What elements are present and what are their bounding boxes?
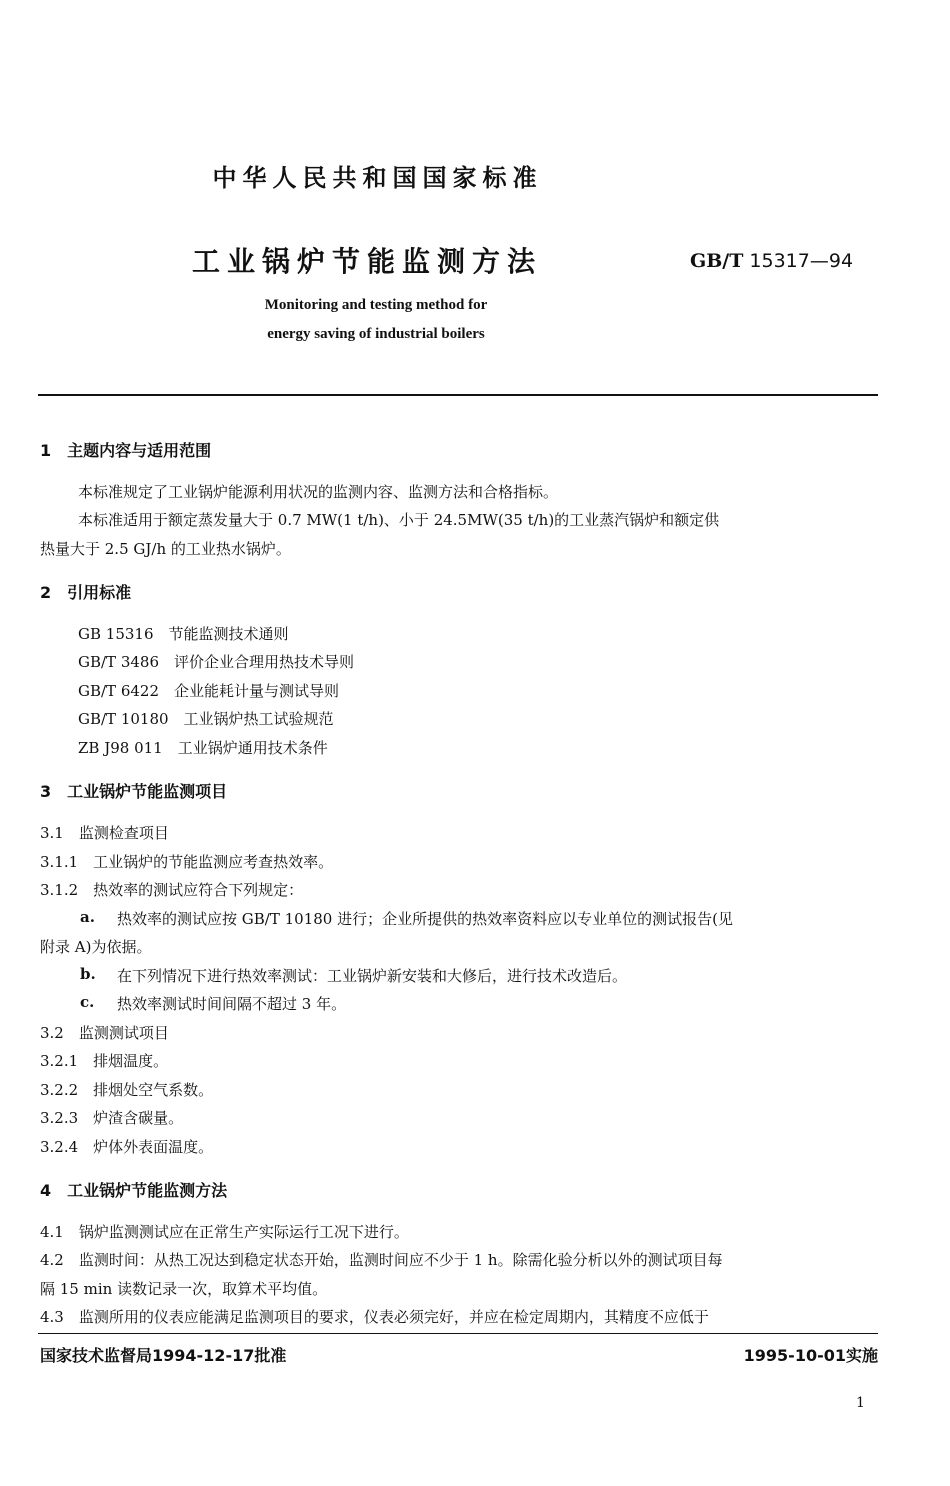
clause-3-2-3: 3.2.3 炉渣含碳量。 [40,1109,184,1127]
item-c-text: 热效率测试时间间隔不超过 3 年。 [117,995,347,1013]
section-1-para-2-line-2: 热量大于 2.5 GJ/h 的工业热水锅炉。 [40,540,291,558]
clause-3-1: 3.1 监测检查项目 [40,824,169,842]
national-standard-label: 中华人民共和国国家标准 [212,164,543,192]
english-title-line-1: Monitoring and testing method for [264,297,488,313]
item-a-line-1: 热效率的测试应按 GB/T 10180 进行；企业所提供的热效率资料应以专业单位的测试报告(见 [117,910,733,928]
section-1-heading: 1 主题内容与适用范围 [40,441,212,460]
item-a-line-2: 附录 A)为依据。 [40,938,152,956]
section-1-para-1: 本标准规定了工业锅炉能源利用状况的监测内容、监测方法和合格指标。 [78,483,559,501]
reference-item: GB/T 10180 工业锅炉热工试验规范 [78,710,334,728]
clause-4-2-line-2: 隔 15 min 读数记录一次，取算术平均值。 [40,1280,328,1298]
section-4-heading: 4 工业锅炉节能监测方法 [40,1181,228,1200]
reference-item: ZB J98 011 工业锅炉通用技术条件 [78,739,328,757]
page-number: 1 [856,1395,865,1411]
section-3-heading: 3 工业锅炉节能监测项目 [40,782,228,801]
clause-3-2-4: 3.2.4 炉体外表面温度。 [40,1138,214,1156]
clause-3-2: 3.2 监测测试项目 [40,1024,169,1042]
item-b-text: 在下列情况下进行热效率测试：工业锅炉新安装和大修后，进行技术改造后。 [117,967,628,985]
reference-item: GB 15316 节能监测技术通则 [78,625,289,643]
approval-date: 国家技术监督局1994-12-17批准 [40,1346,287,1365]
footer-divider [38,1333,878,1334]
standard-code [690,250,853,272]
clause-3-2-1: 3.2.1 排烟温度。 [40,1052,169,1070]
section-1-para-2-line-1: 本标准适用于额定蒸发量大于 0.7 MW(1 t/h)、小于 24.5MW(35 t/h)的工业蒸汽锅炉和额定供 [78,511,720,529]
clause-3-1-2: 3.1.2 热效率的测试应符合下列规定： [40,881,304,899]
reference-item: GB/T 3486 评价企业合理用热技术导则 [78,653,355,671]
section-2-heading: 2 引用标准 [40,583,132,602]
clause-3-1-1: 3.1.1 工业锅炉的节能监测应考查热效率。 [40,853,334,871]
clause-4-3: 4.3 监测所用的仪表应能满足监测项目的要求，仪表必须完好，并应在检定周期内，其精度不应低于 [40,1308,709,1326]
document-title: 工业锅炉节能监测方法 [192,245,543,278]
standard-code-prefix: GB/T [690,250,744,272]
implementation-date: 1995-10-01实施 [743,1346,878,1365]
english-title-line-2: energy saving of industrial boilers [267,326,485,342]
standard-code-number: 15317—94 [749,250,854,272]
item-b-label: b. [80,965,96,983]
clause-4-1: 4.1 锅炉监测测试应在正常生产实际运行工况下进行。 [40,1223,409,1241]
item-c-label: c. [80,993,95,1011]
clause-4-2-line-1: 4.2 监测时间：从热工况达到稳定状态开始，监测时间应不少于 1 h。除需化验分析以外的测试项目每 [40,1251,723,1269]
reference-item: GB/T 6422 企业能耗计量与测试导则 [78,682,340,700]
header-divider [38,394,878,396]
clause-3-2-2: 3.2.2 排烟处空气系数。 [40,1081,214,1099]
item-a-label: a. [80,908,95,926]
